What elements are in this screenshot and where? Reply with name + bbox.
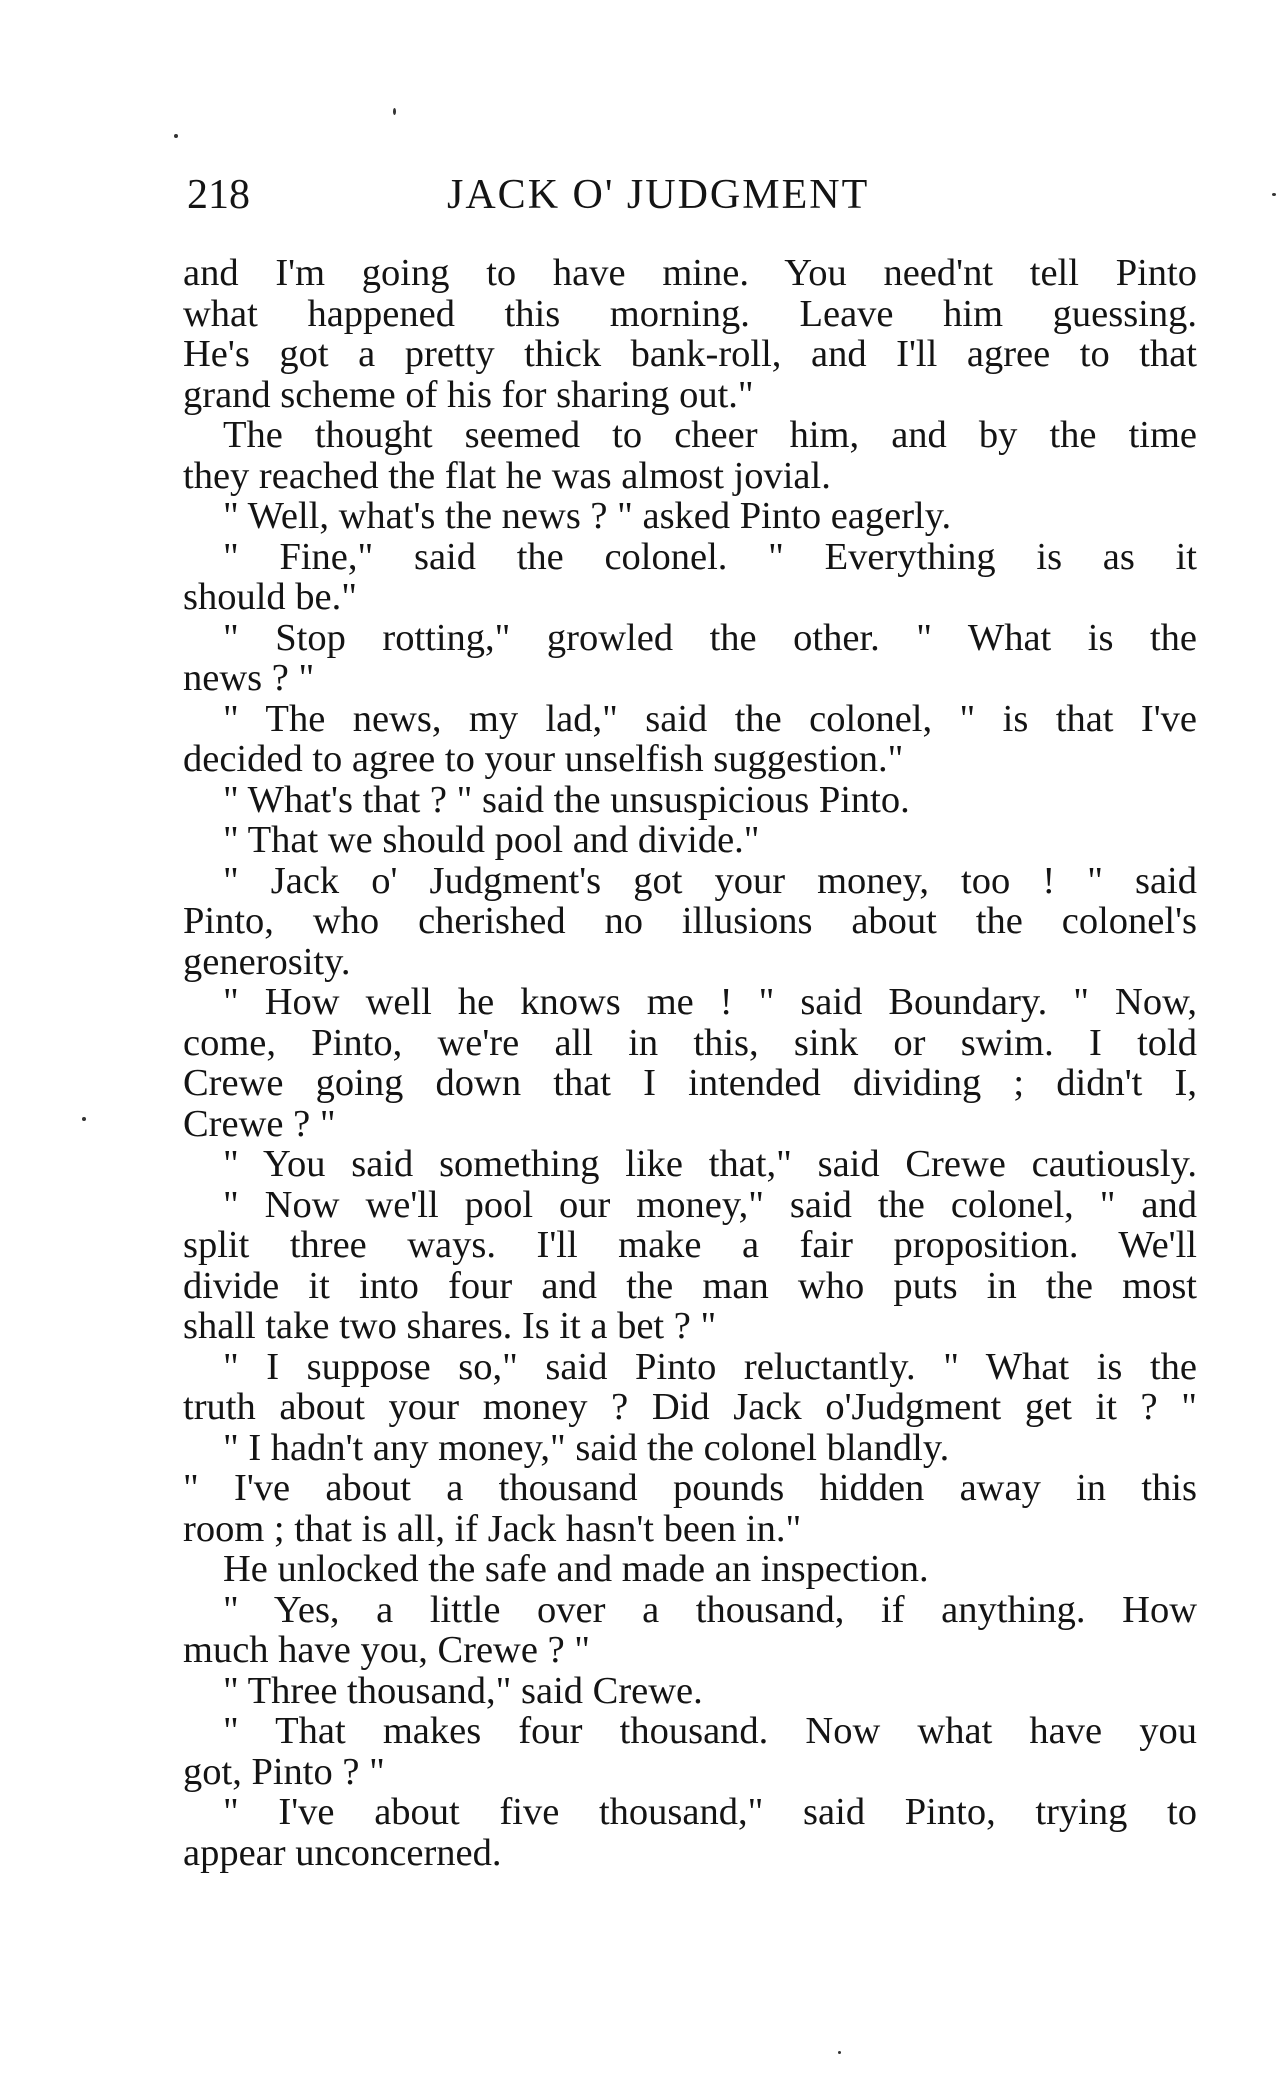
page-number: 218: [187, 172, 250, 218]
text-line: Crewe ? ": [183, 1102, 336, 1145]
print-speck: [838, 2051, 841, 2054]
print-speck: [82, 1117, 86, 1121]
text-line: appear unconcerned.: [183, 1831, 502, 1874]
text-line: He's got a pretty thick bank-roll, and I'll agree to that: [183, 333, 1197, 375]
text-line: generosity.: [183, 940, 351, 983]
text-line: room ; that is all, if Jack hasn't been in.": [183, 1507, 802, 1550]
text-line: news ? ": [183, 657, 315, 699]
text-line: " Jack o' Judgment's got your money, too ! " said: [223, 859, 1197, 902]
text-line: got, Pinto ? ": [183, 1750, 385, 1793]
text-line: Pinto, who cherished no illusions about the colonel's: [183, 900, 1197, 942]
text-line: shall take two shares. Is it a bet ? ": [183, 1305, 717, 1347]
text-line: " I've about five thousand," said Pinto, trying to: [223, 1791, 1197, 1833]
body-text: [183, 253, 1197, 1873]
text-line: " Now we'll pool our money," said the colonel, " and: [223, 1183, 1197, 1226]
running-header: [187, 165, 1197, 225]
text-line: and I'm going to have mine. You need'nt tell Pinto: [183, 252, 1197, 294]
text-line: should be.": [183, 576, 357, 618]
text-line: much have you, Crewe ? ": [183, 1629, 590, 1671]
text-line: truth about your money ? Did Jack o'Judgment get it ? ": [183, 1386, 1197, 1428]
text-line: " You said something like that," said Crewe cautiously.: [223, 1143, 1197, 1185]
text-line: " The news, my lad," said the colonel, " is that I've: [223, 697, 1197, 740]
print-speck: [174, 134, 178, 138]
text-line: " I suppose so," said Pinto reluctantly. " What is the: [223, 1345, 1197, 1388]
text-line: " Well, what's the news ? " asked Pinto eagerly.: [223, 495, 952, 537]
text-line: they reached the flat he was almost jovial.: [183, 454, 831, 497]
text-line: come, Pinto, we're all in this, sink or swim. I told: [183, 1021, 1197, 1064]
text-line: " I hadn't any money," said the colonel blandly.: [223, 1426, 950, 1469]
text-line: " I've about a thousand pounds hidden away in this: [183, 1467, 1197, 1509]
text-line: " Three thousand," said Crewe.: [223, 1669, 703, 1712]
text-line: " That makes four thousand. Now what have you: [223, 1710, 1197, 1752]
text-line: " Stop rotting," growled the other. " What is the: [223, 616, 1197, 659]
print-speck: [1272, 193, 1276, 196]
running-title: JACK O' JUDGMENT: [447, 172, 870, 218]
text-line: divide it into four and the man who puts in the most: [183, 1264, 1197, 1307]
text-line: " How well he knows me ! " said Boundary. " Now,: [223, 981, 1197, 1023]
text-line: The thought seemed to cheer him, and by the time: [223, 414, 1197, 456]
print-speck: [393, 108, 396, 115]
text-line: split three ways. I'll make a fair proposition. We'll: [183, 1224, 1197, 1266]
text-line: decided to agree to your unselfish suggestion.": [183, 738, 904, 780]
text-line: Crewe going down that I intended dividing ; didn't I,: [183, 1062, 1197, 1104]
text-line: " That we should pool and divide.": [223, 819, 760, 861]
text-line: " Yes, a little over a thousand, if anything. How: [223, 1588, 1197, 1631]
text-line: He unlocked the safe and made an inspection.: [223, 1548, 929, 1590]
text-line: " Fine," said the colonel. " Everything is as it: [223, 535, 1197, 578]
text-line: " What's that ? " said the unsuspicious Pinto.: [223, 778, 910, 821]
text-line: grand scheme of his for sharing out.": [183, 373, 754, 416]
text-line: what happened this morning. Leave him guessing.: [183, 292, 1197, 335]
